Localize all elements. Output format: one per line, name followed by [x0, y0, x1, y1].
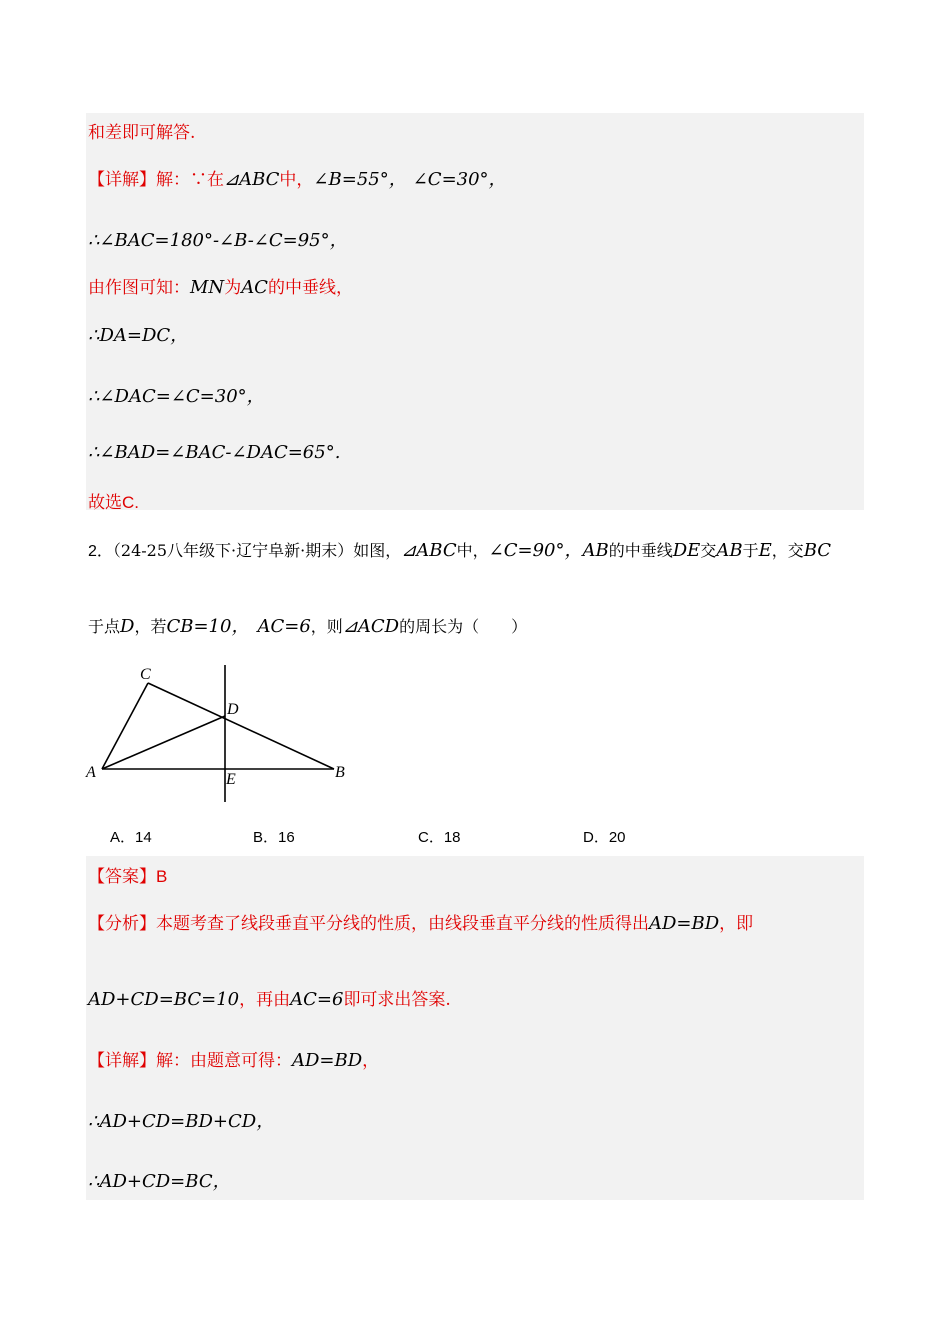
question-2-line-1	[88, 536, 831, 562]
option-b[interactable]: B．16	[253, 829, 295, 846]
text: 为	[224, 278, 242, 298]
solution-1-line-6	[88, 382, 265, 408]
solution-2-answer-line	[88, 862, 167, 887]
answer-value: B	[156, 867, 168, 886]
solution-1-line-3	[88, 226, 348, 252]
math-e: E	[758, 540, 772, 561]
solution-2-line-4	[88, 1107, 274, 1133]
text: 中，	[279, 170, 314, 190]
solution-1-line-7	[88, 442, 340, 463]
option-a[interactable]: A．14	[110, 829, 152, 846]
solution-2-line-5	[88, 1167, 231, 1193]
text: 交	[700, 541, 717, 560]
label-d: D	[227, 701, 239, 718]
math-triangle-abc: ⊿ABC	[224, 169, 280, 190]
math-bc: BC	[803, 540, 832, 561]
math-ac: AC=6	[257, 616, 311, 637]
math-de: DE	[672, 540, 701, 561]
text: 的中垂线	[608, 541, 673, 560]
question-source: （24-25八年级下·辽宁阜新·期末）如图，	[112, 541, 402, 560]
math-cb: CB=10，	[166, 616, 250, 637]
detail-tag: 【详解】	[88, 170, 156, 190]
text: ，交	[771, 541, 804, 560]
text: 由作图可知：	[88, 278, 190, 298]
math-equation: ∴AD+CD=BD+CD，	[88, 1111, 275, 1132]
text: 于点	[88, 617, 121, 636]
segment-ca	[102, 683, 148, 769]
math-triangle: ⊿ABC	[401, 540, 457, 561]
label-b: B	[335, 764, 345, 781]
analysis-tag: 【分析】	[88, 914, 156, 934]
solution-1-line-5	[88, 321, 188, 347]
math-triangle-acd: ⊿ACD	[342, 616, 400, 637]
label-c: C	[140, 666, 151, 683]
solution-1-line-4	[88, 273, 353, 298]
text: ，	[362, 1051, 380, 1071]
solution-1-detail-line	[88, 165, 507, 191]
math-ac: AC	[241, 277, 268, 298]
math-equation: ∴AD+CD=BC，	[88, 1171, 231, 1192]
solution-1-line-8	[88, 488, 139, 513]
text: 和差即可解答.	[88, 123, 196, 143]
text: 的中垂线，	[267, 278, 353, 298]
text: 即可求出答案.	[343, 990, 451, 1010]
question-number: 2．	[88, 543, 113, 560]
solution-2-box	[86, 856, 864, 1200]
math-equation: ∴∠BAC=180°-∠B-∠C=95°，	[88, 230, 348, 251]
math-equation: ∴∠BAD=∠BAC-∠DAC=65°.	[88, 442, 341, 463]
text: ，再由	[239, 990, 291, 1010]
text: 故选C.	[88, 493, 139, 512]
text: ，若	[134, 617, 167, 636]
triangle-figure	[80, 655, 370, 815]
math-angle-b: ∠B=55°，	[313, 169, 407, 190]
math-equation: ∴DA=DC，	[88, 325, 189, 346]
math-d: D	[120, 616, 135, 637]
segment-cb	[148, 683, 334, 769]
text: 解：∵在	[156, 170, 224, 190]
solution-2-analysis-line	[88, 909, 753, 934]
solution-1-line-1	[88, 118, 195, 143]
math-ab: AB	[582, 540, 609, 561]
option-d[interactable]: D．20	[583, 829, 626, 846]
math-angle: ∠C=90°，	[488, 540, 583, 561]
detail-tag: 【详解】	[88, 1051, 156, 1071]
label-e: E	[226, 771, 236, 788]
text: 解：由题意可得：	[156, 1051, 292, 1071]
text: 中，	[456, 541, 489, 560]
text: 本题考查了线段垂直平分线的性质，由线段垂直平分线的性质得出	[156, 914, 649, 934]
solution-2-detail-line	[88, 1046, 379, 1071]
text: 的周长为（ ）	[399, 617, 528, 636]
math-angle-c: ∠C=30°，	[412, 169, 507, 190]
answer-tag: 【答案】	[88, 867, 156, 887]
text: ，即	[719, 914, 754, 934]
math-equation: AD+CD=BC=10	[88, 989, 240, 1010]
option-c[interactable]: C．18	[418, 829, 461, 846]
label-a: A	[86, 764, 96, 781]
text: 于	[742, 541, 759, 560]
solution-2-line-2	[88, 985, 451, 1010]
math-equation: AD=BD	[649, 913, 720, 934]
math-mn: MN	[190, 277, 225, 298]
math-equation: ∴∠DAC=∠C=30°，	[88, 386, 265, 407]
math-equation: AD=BD	[292, 1050, 363, 1071]
question-2-line-2	[88, 612, 527, 638]
math-equation: AC=6	[290, 989, 344, 1010]
text: ，则	[310, 617, 343, 636]
segment-ad	[102, 716, 225, 769]
math-ab: AB	[716, 540, 743, 561]
